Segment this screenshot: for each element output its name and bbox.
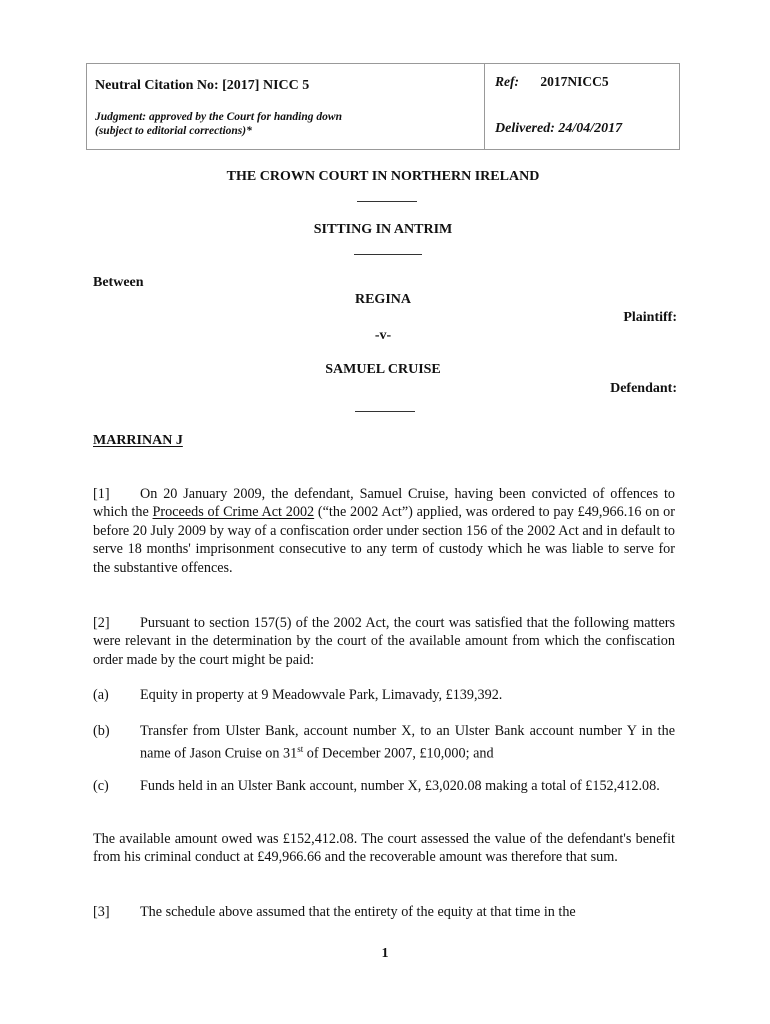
plaintiff-name: REGINA	[354, 292, 411, 307]
paragraph-2-text: Pursuant to section 157(5) of the 2002 Act, the court was satisfied that the following matters were relevant in the determination by the court of the available amount from which the confiscation order made by the court might be paid:	[93, 615, 675, 668]
paragraph-3-text: The schedule above assumed that the entirety of the equity at that time in the	[140, 904, 576, 920]
defendant-role: Defendant:	[610, 381, 677, 396]
paragraph-1-text-a: On 20 January 2009, the defendant, Samuel Cruise, having been convicted of offences to which the	[93, 486, 675, 521]
paragraph-1-text-b: (“the 2002 Act”) applied, was ordered to pay £49,966.16 on or before 20 July 2009 by way of a confiscation order under section 156 of the 2002 Act and in default to serve 18 months' imprisonment consecutive to any term of custody which he was liable to serve for the substantive offences.	[93, 504, 675, 576]
neutral-citation: Neutral Citation No: [2017] NICC 5	[95, 78, 310, 93]
plaintiff-role: Plaintiff:	[623, 310, 677, 325]
paragraph-1	[93, 485, 675, 577]
versus-label: -v-	[374, 328, 392, 343]
summary-paragraph: The available amount owed was £152,412.08. The court assessed the value of the defendant's benefit from his criminal conduct at £49,966.66 and the recoverable amount was therefore that sum.	[93, 831, 675, 866]
statute-reference: Proceeds of Crime Act 2002	[152, 504, 315, 521]
divider	[357, 201, 417, 202]
list-item-text: Equity in property at 9 Meadowvale Park, Limavady, £139,392.	[140, 687, 503, 703]
between-label: Between	[93, 275, 144, 290]
citation-header-box	[86, 63, 680, 150]
approval-note-line1: Judgment: approved by the Court for handing down	[95, 111, 342, 123]
list-item-text	[140, 722, 675, 764]
paragraph-number: [2]	[93, 615, 110, 631]
court-title: THE CROWN COURT IN NORTHERN IRELAND	[226, 169, 540, 184]
judge-name	[93, 433, 183, 449]
paragraph-2	[93, 614, 675, 669]
divider	[354, 254, 422, 255]
defendant-name: SAMUEL CRUISE	[325, 362, 441, 377]
reference-label: Ref:	[495, 74, 519, 89]
list-item-c	[93, 777, 675, 795]
list-item-a	[93, 686, 675, 704]
paragraph-number: [3]	[93, 904, 110, 920]
list-item-b	[93, 722, 675, 764]
reference-line	[495, 74, 669, 90]
approval-note	[95, 110, 476, 138]
citation-cell	[87, 64, 485, 149]
paragraph-3	[93, 903, 675, 921]
list-item-label: (c)	[93, 778, 109, 794]
list-item-b-text-2: of December 2007, £10,000; and	[303, 746, 494, 763]
list-item-label: (a)	[93, 687, 109, 703]
sitting-title: SITTING IN ANTRIM	[313, 222, 453, 237]
delivered-date: Delivered: 24/04/2017	[495, 121, 623, 136]
approval-note-line2: (subject to editorial corrections)*	[95, 125, 252, 137]
paragraph-number: [1]	[93, 486, 110, 502]
reference-cell	[485, 64, 679, 149]
list-item-b-text-1: Transfer from Ulster Bank, account number X, to an Ulster Bank account number Y in the name of Jason Cruise on 31	[140, 723, 675, 763]
ordinal-suffix: st	[297, 744, 304, 755]
list-item-label: (b)	[93, 723, 110, 739]
divider	[355, 411, 415, 412]
reference-value: 2017NICC5	[540, 74, 609, 89]
list-item-text: Funds held in an Ulster Bank account, number X, £3,020.08 making a total of £152,412.08.	[140, 778, 660, 794]
page-number: 1	[381, 946, 389, 961]
judge-name-text: MARRINAN J	[93, 433, 183, 448]
